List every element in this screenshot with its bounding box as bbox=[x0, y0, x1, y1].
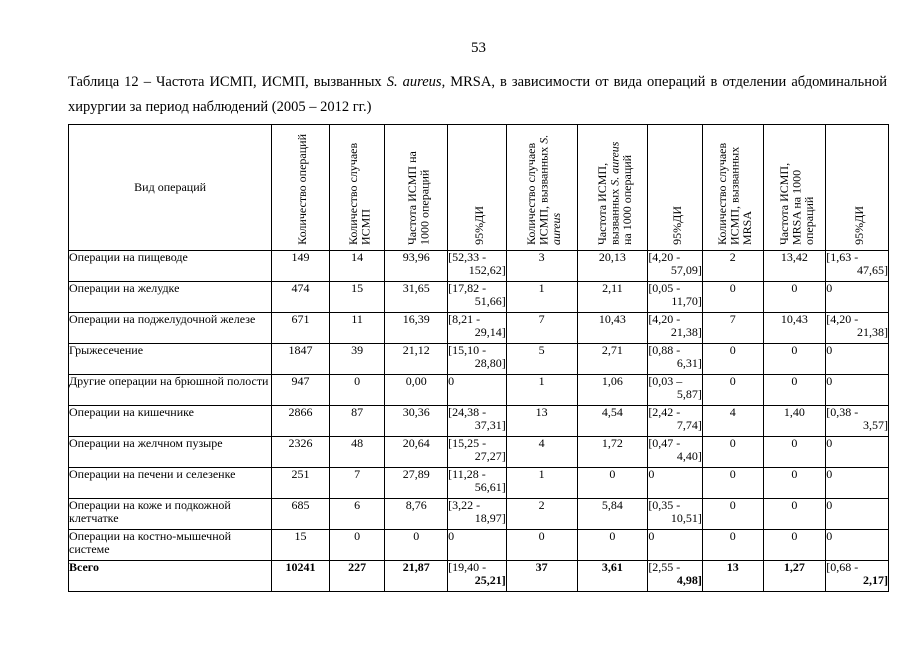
ci-upper: 27,27] bbox=[474, 449, 506, 463]
ci-cell bbox=[826, 499, 889, 530]
caption-italic-organism: S. aureus bbox=[386, 74, 442, 90]
ci-upper: 3,57] bbox=[863, 418, 888, 432]
ci-lower: [17,82 - bbox=[448, 281, 487, 295]
value-cell: 13 bbox=[702, 561, 763, 592]
ci-lower: 0 bbox=[826, 436, 833, 450]
ci-lower: 0 bbox=[826, 281, 833, 295]
value-cell: 14 bbox=[329, 251, 385, 282]
value-cell: 16,39 bbox=[385, 313, 448, 344]
value-cell: 0 bbox=[702, 530, 763, 561]
value-cell: 5 bbox=[506, 344, 577, 375]
table-row bbox=[69, 282, 889, 313]
operation-name-cell: Операции на коже и подкожной клетчатке bbox=[69, 499, 272, 530]
value-cell: 10,43 bbox=[763, 313, 826, 344]
header-ci-mrsa: 95%ДИ bbox=[826, 125, 889, 251]
ci-lower: [4,20 - bbox=[648, 250, 681, 264]
value-cell: 20,13 bbox=[577, 251, 648, 282]
ci-cell bbox=[448, 530, 507, 561]
operation-name-cell: Операции на пищеводе bbox=[69, 251, 272, 282]
value-cell: 0 bbox=[329, 375, 385, 406]
value-cell: 10,43 bbox=[577, 313, 648, 344]
value-cell: 2 bbox=[702, 251, 763, 282]
ci-cell bbox=[648, 313, 703, 344]
ci-lower: [4,20 - bbox=[648, 312, 681, 326]
operation-name-cell: Операции на кишечнике bbox=[69, 406, 272, 437]
value-cell: 39 bbox=[329, 344, 385, 375]
page-number: 53 bbox=[471, 40, 486, 56]
header-count-saureus: Количество случаев ИСМП, вызванных S. aureus bbox=[506, 125, 577, 251]
value-cell: 0 bbox=[763, 282, 826, 313]
ci-cell bbox=[826, 313, 889, 344]
ci-lower: [4,20 - bbox=[826, 312, 859, 326]
ci-cell bbox=[448, 375, 507, 406]
ci-lower: [52,33 - bbox=[448, 250, 487, 264]
ci-lower: [24,38 - bbox=[448, 405, 487, 419]
caption-text-start: Таблица 12 – Частота ИСМП, ИСМП, вызванных bbox=[68, 74, 387, 90]
value-cell: 4,54 bbox=[577, 406, 648, 437]
ci-upper: 21,38] bbox=[670, 325, 702, 339]
value-cell: 0 bbox=[702, 344, 763, 375]
value-cell: 1,06 bbox=[577, 375, 648, 406]
ci-upper: 51,66] bbox=[474, 294, 506, 308]
ci-cell bbox=[826, 468, 889, 499]
value-cell: 5,84 bbox=[577, 499, 648, 530]
value-cell: 2,11 bbox=[577, 282, 648, 313]
value-cell: 15 bbox=[329, 282, 385, 313]
value-cell: 20,64 bbox=[385, 437, 448, 468]
value-cell: 37 bbox=[506, 561, 577, 592]
ci-lower: [0,35 - bbox=[648, 498, 681, 512]
value-cell: 4 bbox=[506, 437, 577, 468]
ci-cell bbox=[448, 251, 507, 282]
ci-lower: [8,21 - bbox=[448, 312, 481, 326]
header-count-ismp: Количество случаев ИСМП bbox=[329, 125, 385, 251]
ci-lower: [15,25 - bbox=[448, 436, 487, 450]
value-cell: 15 bbox=[272, 530, 330, 561]
value-cell: 0 bbox=[763, 468, 826, 499]
value-cell: 227 bbox=[329, 561, 385, 592]
value-cell: 21,12 bbox=[385, 344, 448, 375]
value-cell: 0 bbox=[763, 499, 826, 530]
value-cell: 11 bbox=[329, 313, 385, 344]
table-row bbox=[69, 499, 889, 530]
ci-lower: 0 bbox=[448, 374, 455, 388]
value-cell: 0 bbox=[702, 282, 763, 313]
table-total-row bbox=[69, 561, 889, 592]
ci-cell bbox=[448, 499, 507, 530]
value-cell: 0 bbox=[577, 468, 648, 499]
ci-lower: 0 bbox=[648, 529, 655, 543]
ci-lower: 0 bbox=[826, 374, 833, 388]
ci-cell bbox=[648, 251, 703, 282]
table-row bbox=[69, 313, 889, 344]
header-ci-saureus: 95%ДИ bbox=[648, 125, 703, 251]
table-row bbox=[69, 344, 889, 375]
ci-lower: [11,28 - bbox=[448, 467, 486, 481]
value-cell: 27,89 bbox=[385, 468, 448, 499]
value-cell: 4 bbox=[702, 406, 763, 437]
value-cell: 13,42 bbox=[763, 251, 826, 282]
ci-lower: [1,63 - bbox=[826, 250, 859, 264]
operation-name-cell: Операции на поджелудочной железе bbox=[69, 313, 272, 344]
header-row bbox=[69, 125, 889, 251]
ci-upper: 28,80] bbox=[474, 356, 506, 370]
ci-cell bbox=[826, 530, 889, 561]
ci-cell bbox=[826, 251, 889, 282]
value-cell: 0 bbox=[329, 530, 385, 561]
ci-upper: 37,31] bbox=[474, 418, 506, 432]
ci-cell bbox=[826, 437, 889, 468]
operation-name-cell: Операции на желчном пузыре bbox=[69, 437, 272, 468]
value-cell: 1,72 bbox=[577, 437, 648, 468]
value-cell: 1,27 bbox=[763, 561, 826, 592]
header-freq-saureus: Частота ИСМП, вызванных S. aureus на 1000 операций bbox=[577, 125, 648, 251]
value-cell: 2866 bbox=[272, 406, 330, 437]
ci-cell bbox=[648, 375, 703, 406]
value-cell: 7 bbox=[702, 313, 763, 344]
ci-upper: 6,31] bbox=[676, 356, 702, 370]
value-cell: 1 bbox=[506, 468, 577, 499]
ci-upper: 21,38] bbox=[857, 325, 888, 339]
ci-upper: 56,61] bbox=[474, 480, 506, 494]
ci-lower: [0,03 – bbox=[648, 374, 683, 388]
value-cell: 87 bbox=[329, 406, 385, 437]
value-cell: 3,61 bbox=[577, 561, 648, 592]
ci-cell bbox=[448, 282, 507, 313]
header-freq-ismp: Частота ИСМП на 1000 операций bbox=[385, 125, 448, 251]
value-cell: 0 bbox=[506, 530, 577, 561]
ci-lower: 0 bbox=[448, 529, 455, 543]
table-row bbox=[69, 468, 889, 499]
ci-cell bbox=[648, 344, 703, 375]
header-count-mrsa: Количество случаев ИСМП, вызванных MRSA bbox=[702, 125, 763, 251]
ci-upper: 5,87] bbox=[676, 387, 702, 401]
value-cell: 6 bbox=[329, 499, 385, 530]
ci-lower: [0,05 - bbox=[648, 281, 681, 295]
ci-lower: [0,88 - bbox=[648, 343, 681, 357]
value-cell: 671 bbox=[272, 313, 330, 344]
value-cell: 8,76 bbox=[385, 499, 448, 530]
value-cell: 1,40 bbox=[763, 406, 826, 437]
value-cell: 0 bbox=[763, 530, 826, 561]
ci-cell bbox=[826, 561, 889, 592]
table-caption bbox=[68, 70, 887, 120]
value-cell: 0 bbox=[763, 375, 826, 406]
operation-name-cell: Операции на костно-мышечной системе bbox=[69, 530, 272, 561]
value-cell: 10241 bbox=[272, 561, 330, 592]
ci-lower: [0,38 - bbox=[826, 405, 859, 419]
value-cell: 3 bbox=[506, 251, 577, 282]
value-cell: 30,36 bbox=[385, 406, 448, 437]
operation-name-cell: Другие операции на брюшной полости bbox=[69, 375, 272, 406]
ci-lower: [19,40 - bbox=[448, 560, 487, 574]
value-cell: 2,71 bbox=[577, 344, 648, 375]
ci-upper: 7,74] bbox=[676, 418, 702, 432]
value-cell: 0 bbox=[702, 437, 763, 468]
ci-cell bbox=[648, 499, 703, 530]
ci-cell bbox=[826, 282, 889, 313]
ci-upper: 25,21] bbox=[474, 573, 506, 587]
header-ci-ismp: 95%ДИ bbox=[448, 125, 507, 251]
ci-cell bbox=[648, 561, 703, 592]
ci-upper: 57,09] bbox=[670, 263, 702, 277]
ci-cell bbox=[648, 530, 703, 561]
caption-text-end: , MRSA, в зависимости от вида операций в отделении абдоминальной хирургии за период наблюдений (2005 – 2012 гг.) bbox=[68, 74, 888, 115]
operation-name-cell: Грыжесечение bbox=[69, 344, 272, 375]
data-table bbox=[68, 124, 889, 592]
value-cell: 251 bbox=[272, 468, 330, 499]
ci-upper: 47,65] bbox=[857, 263, 888, 277]
value-cell: 1847 bbox=[272, 344, 330, 375]
header-operation-type: Вид операций bbox=[69, 125, 272, 251]
value-cell: 2326 bbox=[272, 437, 330, 468]
table-body bbox=[69, 251, 889, 592]
ci-cell bbox=[826, 406, 889, 437]
ci-cell bbox=[448, 468, 507, 499]
value-cell: 7 bbox=[329, 468, 385, 499]
ci-upper: 10,51] bbox=[670, 511, 702, 525]
value-cell: 0,00 bbox=[385, 375, 448, 406]
ci-cell bbox=[648, 437, 703, 468]
ci-lower: [2,55 - bbox=[648, 560, 681, 574]
value-cell: 13 bbox=[506, 406, 577, 437]
ci-upper: 152,62] bbox=[468, 263, 506, 277]
value-cell: 474 bbox=[272, 282, 330, 313]
value-cell: 93,96 bbox=[385, 251, 448, 282]
value-cell: 685 bbox=[272, 499, 330, 530]
value-cell: 0 bbox=[702, 375, 763, 406]
ci-lower: [0,47 - bbox=[648, 436, 681, 450]
value-cell: 7 bbox=[506, 313, 577, 344]
ci-cell bbox=[448, 313, 507, 344]
ci-lower: 0 bbox=[648, 467, 655, 481]
table-row bbox=[69, 530, 889, 561]
value-cell: 0 bbox=[702, 499, 763, 530]
table-row bbox=[69, 251, 889, 282]
ci-upper: 2,17] bbox=[863, 573, 888, 587]
value-cell: 31,65 bbox=[385, 282, 448, 313]
value-cell: 21,87 bbox=[385, 561, 448, 592]
value-cell: 0 bbox=[577, 530, 648, 561]
value-cell: 0 bbox=[702, 468, 763, 499]
ci-cell bbox=[448, 344, 507, 375]
ci-upper: 18,97] bbox=[474, 511, 506, 525]
operation-name-cell: Операции на печени и селезенке bbox=[69, 468, 272, 499]
ci-upper: 29,14] bbox=[474, 325, 506, 339]
ci-cell bbox=[648, 468, 703, 499]
value-cell: 0 bbox=[763, 437, 826, 468]
ci-lower: [2,42 - bbox=[648, 405, 681, 419]
ci-cell bbox=[448, 406, 507, 437]
ci-upper: 4,98] bbox=[676, 573, 702, 587]
ci-lower: 0 bbox=[826, 467, 833, 481]
ci-cell bbox=[648, 406, 703, 437]
operation-name-cell: Всего bbox=[69, 561, 272, 592]
ci-lower: 0 bbox=[826, 498, 833, 512]
ci-cell bbox=[448, 437, 507, 468]
ci-lower: [3,22 - bbox=[448, 498, 481, 512]
ci-upper: 4,40] bbox=[676, 449, 702, 463]
table-row bbox=[69, 375, 889, 406]
value-cell: 0 bbox=[763, 344, 826, 375]
table-row bbox=[69, 406, 889, 437]
ci-cell bbox=[448, 561, 507, 592]
ci-cell bbox=[648, 282, 703, 313]
ci-lower: [15,10 - bbox=[448, 343, 487, 357]
value-cell: 149 bbox=[272, 251, 330, 282]
value-cell: 48 bbox=[329, 437, 385, 468]
ci-upper: 11,70] bbox=[671, 294, 702, 308]
header-count-operations: Количество операций bbox=[272, 125, 330, 251]
ci-lower: [0,68 - bbox=[826, 560, 859, 574]
value-cell: 0 bbox=[385, 530, 448, 561]
value-cell: 2 bbox=[506, 499, 577, 530]
value-cell: 947 bbox=[272, 375, 330, 406]
operation-name-cell: Операции на желудке bbox=[69, 282, 272, 313]
value-cell: 1 bbox=[506, 375, 577, 406]
value-cell: 1 bbox=[506, 282, 577, 313]
table-row bbox=[69, 437, 889, 468]
ci-lower: 0 bbox=[826, 529, 833, 543]
ci-lower: 0 bbox=[826, 343, 833, 357]
ci-cell bbox=[826, 375, 889, 406]
header-freq-mrsa: Частота ИСМП, MRSA на 1000 операций bbox=[763, 125, 826, 251]
ci-cell bbox=[826, 344, 889, 375]
